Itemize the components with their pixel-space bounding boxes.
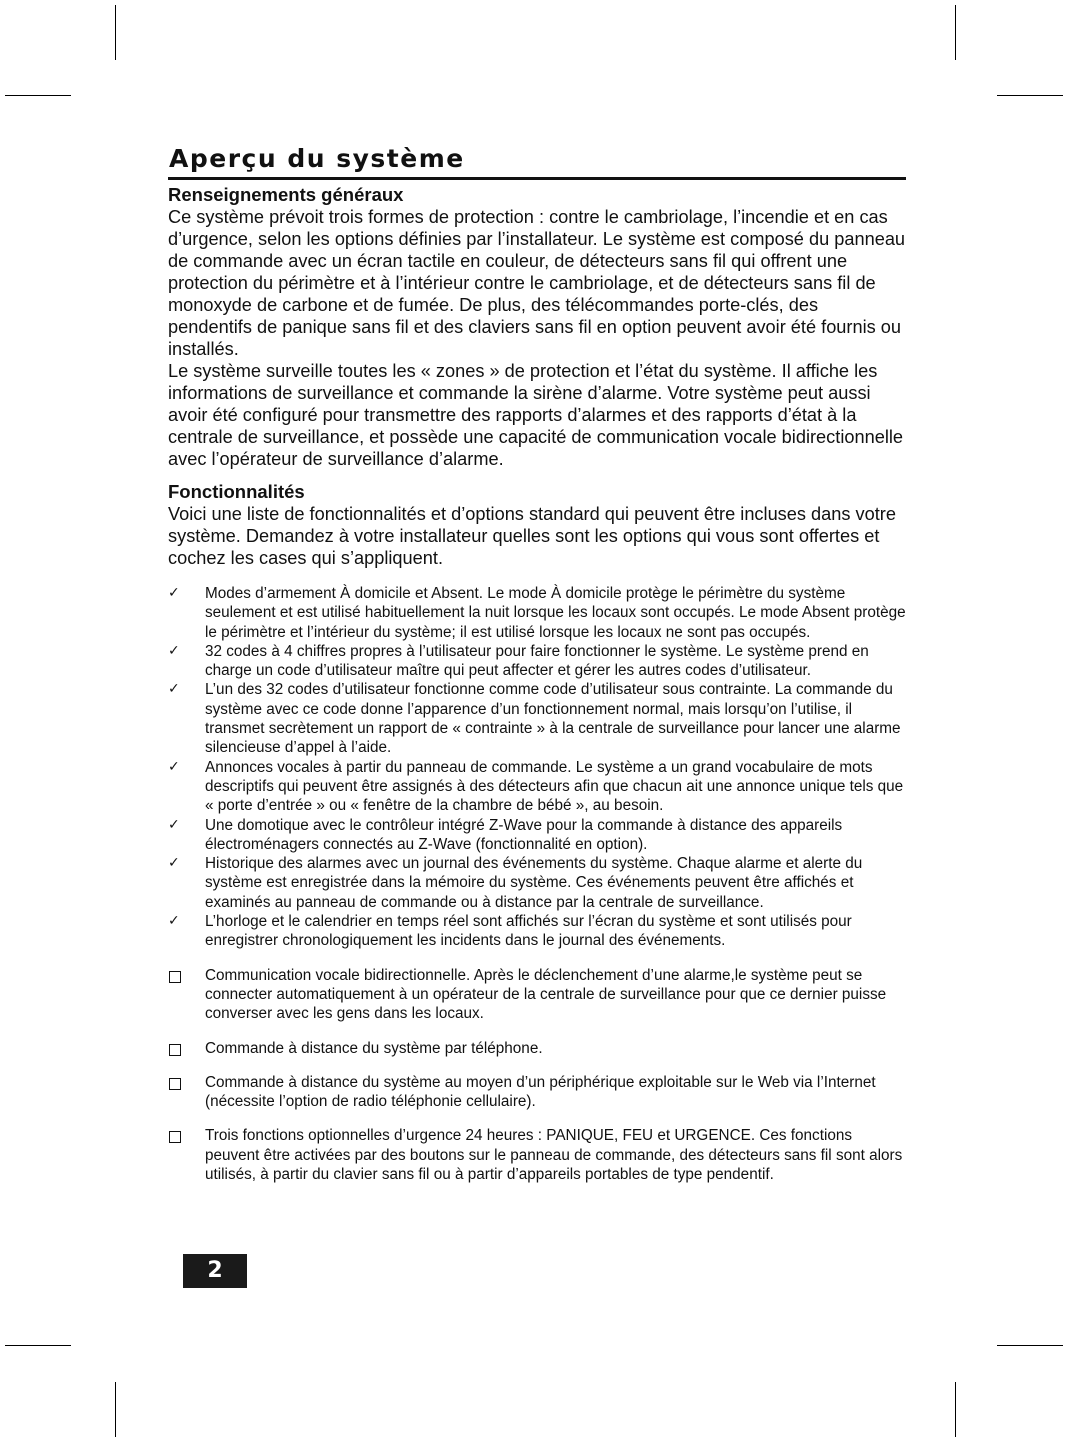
list-item-text: Annonces vocales à partir du panneau de commande. Le système a un grand vocabulaire de mots descriptifs qui peuvent être assignés à des détecteurs afin que chacun ait une annonce unique tels que « porte d’entrée » ou « fenêtre de la chambre de bébé », au besoin. bbox=[205, 758, 904, 815]
crop-mark bbox=[5, 95, 71, 96]
crop-mark bbox=[115, 1382, 116, 1437]
list-item-text: 32 codes à 4 chiffres propres à l’utilisateur pour faire fonctionner le système. Le système prend en charge un code d’utilisateur maître qui peut affecter et gérer les autres codes d’utilisateur. bbox=[205, 642, 869, 680]
features-intro-paragraph: Voici une liste de fonctionnalités et d’options standard qui peuvent être incluses dans votre système. Demandez à votre installateur quelles sont les options qui vous sont offertes et cochez les cases qui s’appliquent. bbox=[168, 504, 896, 568]
list-item bbox=[168, 758, 906, 816]
page-number: 2 bbox=[183, 1254, 247, 1288]
crop-mark bbox=[997, 95, 1063, 96]
checkmark-icon: ✓ bbox=[168, 681, 180, 698]
section-heading-general: Renseignements généraux bbox=[168, 184, 404, 205]
list-item-text: Trois fonctions optionnelles d’urgence 24 heures : PANIQUE, FEU et URGENCE. Ces fonctions peuvent être activées par des boutons sur le panneau de commande, des détecteurs sans fil sont alors utilisés, à partir du clavier sans fil ou à partir d’appareils portables de type pendentif. bbox=[205, 1127, 903, 1184]
checked-features-list bbox=[168, 584, 906, 951]
checkbox-icon[interactable] bbox=[169, 971, 181, 983]
list-item bbox=[168, 1039, 906, 1058]
page-title: Aperçu du système bbox=[169, 144, 465, 173]
list-item bbox=[168, 966, 906, 1024]
list-item bbox=[168, 912, 906, 951]
title-divider bbox=[168, 177, 906, 180]
optional-features-list bbox=[168, 966, 906, 1185]
list-item bbox=[168, 854, 906, 912]
list-item-text: Une domotique avec le contrôleur intégré Z-Wave pour la commande à distance des appareils électroménagers connectés au Z-Wave (fonctionnalité en option). bbox=[205, 816, 843, 853]
checkmark-icon: ✓ bbox=[168, 642, 180, 659]
list-item-text: Historique des alarmes avec un journal des événements du système. Chaque alarme et alerte du système est enregistrée dans la mémoire du système. Ces événements peuvent être affichés et examinés au panneau de commande ou à distance par la centrale de surveillance. bbox=[205, 855, 863, 911]
list-item-text: Modes d’armement À domicile et Absent. Le mode À domicile protège le périmètre du système seulement et est utilisé habituellement la nuit lorsque les locaux sont occupés. Le mode Absent protège le périmètre et l’intérieur du système; il est utilisé lorsque les locaux ne sont pas occupés. bbox=[205, 585, 906, 641]
list-item-text: Communication vocale bidirectionnelle. Après le déclenchement d’une alarme,le système peut se connecter automatiquement à un opérateur de la centrale de surveillance pour que ce dernier puisse converser avec les gens dans les locaux. bbox=[205, 966, 887, 1023]
checkmark-icon: ✓ bbox=[168, 758, 180, 775]
list-item bbox=[168, 816, 906, 855]
list-item bbox=[168, 1073, 906, 1112]
list-item-text: Commande à distance du système au moyen d’un périphérique exploitable sur le Web via l’Internet (nécessite l’option de radio téléphonie cellulaire). bbox=[205, 1073, 876, 1111]
checkmark-icon: ✓ bbox=[168, 913, 180, 930]
crop-mark bbox=[115, 5, 116, 60]
checkmark-icon: ✓ bbox=[168, 585, 180, 601]
general-paragraph-2: Le système surveille toutes les « zones » de protection et l’état du système. Il affiche les informations de surveillance et commande la sirène d’alarme. Votre système peut aussi avoir été configuré pour transmettre des rapports d’alarmes et des rapports d’état à la centrale de surveillance, et possède une capacité de communication vocale bidirectionnelle avec l’opérateur de surveillance d’alarme. bbox=[168, 361, 904, 469]
crop-mark bbox=[955, 1382, 956, 1437]
list-item-text: L’horloge et le calendrier en temps réel sont affichés sur l’écran du système et sont utilisés pour enregistrer chronologiquement les incidents dans le journal des événements. bbox=[205, 913, 852, 950]
crop-mark bbox=[997, 1345, 1063, 1346]
page-content bbox=[168, 142, 906, 1184]
checkbox-icon[interactable] bbox=[169, 1131, 181, 1143]
list-item bbox=[168, 1126, 906, 1184]
checkmark-icon: ✓ bbox=[168, 816, 180, 833]
general-paragraph-1: Ce système prévoit trois formes de protection : contre le cambriolage, l’incendie et en cas d’urgence, selon les options définies par l’installateur. Le système est composé du panneau de commande avec un écran tactile en couleur, de détecteurs sans fil qui offrent une protection du périmètre et à l’intérieur contre le cambriolage, et de détecteurs sans fil de monoxyde de carbone et de fumée. De plus, des télécommandes porte-clés, des pendentifs de panique sans fil et des claviers sans fil en option peuvent avoir été fournis ou installés. bbox=[168, 207, 906, 359]
list-item bbox=[168, 584, 906, 642]
checkbox-icon[interactable] bbox=[169, 1078, 181, 1090]
list-item-text: Commande à distance du système par téléphone. bbox=[205, 1039, 543, 1057]
crop-mark bbox=[5, 1345, 71, 1346]
section-heading-features: Fonctionnalités bbox=[168, 481, 305, 502]
list-item bbox=[168, 642, 906, 681]
crop-mark bbox=[955, 5, 956, 60]
checkmark-icon: ✓ bbox=[168, 855, 180, 872]
list-item bbox=[168, 680, 906, 757]
list-item-text: L’un des 32 codes d’utilisateur fonctionne comme code d’utilisateur sous contrainte. La commande du système avec ce code donne l’apparence d’un fonctionnement normal, mais lorsqu’on l’utilise, il transmet secrètement un rapport de « contrainte » à la centrale de surveillance pour lancer une alarme silencieuse d’appel à l’aide. bbox=[205, 681, 901, 757]
checkbox-icon[interactable] bbox=[169, 1044, 181, 1056]
